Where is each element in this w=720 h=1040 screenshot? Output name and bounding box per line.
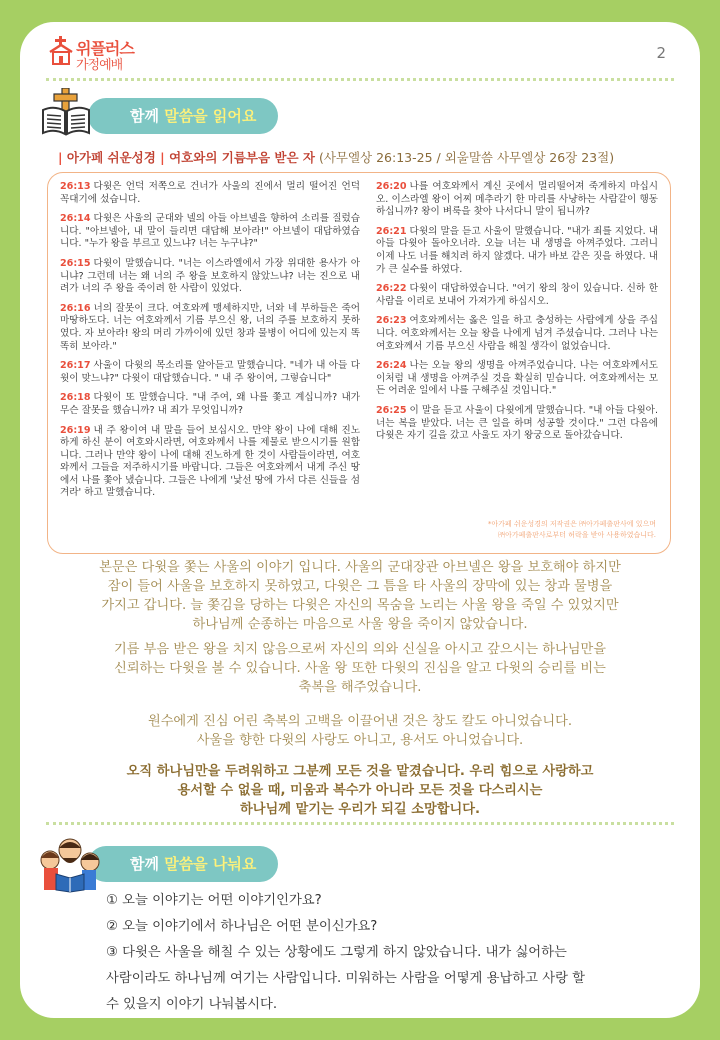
verse: 26:13 다윗은 언덕 저쪽으로 건너가 사울의 진에서 멀리 떨어진 언덕 꼭대기에 섰습니다.	[60, 181, 360, 205]
question-1: ① 오늘 이야기는 어떤 이야기인가요?	[106, 893, 322, 908]
verse: 26:25 이 말을 듣고 사울이 다윗에게 말했습니다. "내 아들 다윗아. 너는 복을 받았다. 너는 큰 일을 하며 성공할 것이다." 그런 다음에 다윗은 자기 길을 갔고 사울도 자기 왕궁으로 돌아갔습니다.	[376, 404, 658, 442]
logo	[48, 34, 178, 74]
dotted-divider	[46, 78, 674, 81]
verse: 26:23 여호와께서는 옳은 일을 하고 충성하는 사람에게 상을 주십니다. 여호와께서는 오늘 왕을 나에게 넘겨 주셨습니다. 그러나 나는 여호와께서 기름 부으신 사람을 해칠 생각이 없었습니다.	[376, 315, 658, 352]
scripture-box	[47, 172, 671, 554]
logo-subtitle: 가정예배	[76, 58, 123, 73]
section-title-highlight: 말씀을 읽어요	[164, 107, 257, 125]
worship-page	[20, 22, 700, 1018]
verse: 26:22 다윗이 대답하였습니다. "여기 왕의 창이 있습니다. 신하 한 사람을 이리로 보내어 가져가게 하십시오.	[376, 283, 658, 307]
section-title-plain: 함께	[130, 855, 165, 873]
verse: 26:14 다윗은 사울의 군대와 넬의 아들 아브넬을 향하여 소리를 질렀습니다. "아브넬아, 내 말이 들리면 대답해 보아라!" 아브넬이 대답하였습니다. "누가 왕을 부르고 있느냐? 너는 누구냐?"	[60, 213, 360, 250]
scripture-column-left	[60, 181, 360, 507]
verse: 26:17 사울이 다윗의 목소리를 알아듣고 말했습니다. "네가 내 아들 다윗이 맞느냐?" 다윗이 대답했습니다. " 내 주 왕이여, 그렇습니다"	[60, 360, 360, 384]
commentary-conclusion: 오직 하나님만을 두려워하고 그분께 모든 것을 맡겼습니다. 우리 힘으로 사랑하고 용서할 수 없을 때, 미움과 복수가 아니라 모든 것을 다스리시는 하나님께 맡기는 우리가 되길 소망합니다.	[126, 764, 594, 817]
family-reading-icon	[34, 834, 106, 894]
passage-range: (사무엘상 26:13-25 / 외울말씀 사무엘상 26장 23절)	[314, 150, 615, 165]
verse: 26:24 나는 오늘 왕의 생명을 아껴주었습니다. 나는 여호와께서도 이처럼 내 생명을 아껴주실 것을 확실히 믿습니다. 여호와께서는 모든 어려운 일에서 나를 구해주실 것입니다."	[376, 360, 658, 397]
verse: 26:21 다윗의 말을 듣고 사울이 말했습니다. "내가 죄를 지었다. 내 아들 다윗아 돌아오너라. 오늘 너는 내 생명을 아껴주었다. 그러니 이제 나도 너를 해치려 하지 않겠다. 내가 바보 같은 짓을 하였다. 내가 큰 실수를 하였다.	[376, 225, 658, 275]
verse: 26:15 다윗이 말했습니다. "너는 이스라엘에서 가장 위대한 용사가 아니냐? 그런데 너는 왜 너의 주 왕을 보호하지 않았느냐? 너는 진으로 내려가 너의 주 왕을 죽이려 한 사람이 있었다.	[60, 257, 360, 295]
passage-heading: 여호와의 기름부음 받은 자	[169, 150, 315, 165]
discussion-questions	[106, 888, 666, 1018]
verse: 26:20 나를 여호와께서 계신 곳에서 멀리떨어져 죽게하지 마십시오. 이스라엘 왕이 어찌 메추라기 한 마리를 사냥하는 사람같이 행동하십니까? 왕이 벼룩을 찾아 나서다니 말이 됩니까?	[376, 181, 658, 218]
dotted-divider	[46, 822, 674, 825]
section-title-read	[88, 98, 278, 134]
question-3: ③ 다윗은 사울을 해칠 수 있는 상황에도 그렇게 하지 않았습니다. 내가 싫어하는 사람이라도 하나님께 여기는 사람입니다. 미워하는 사람을 어떻게 용납하고 사랑 할 수 있을지 이야기 나눠봅시다.	[106, 945, 585, 1012]
page-number: 2	[656, 44, 666, 62]
section-title-highlight: 말씀을 나눠요	[164, 855, 257, 873]
scripture-reference: | 아가페 쉬운성경 | 여호와의 기름부음 받은 자 (사무엘상 26:13-25 / 외울말씀 사무엘상 26장 23절)	[58, 150, 615, 165]
question-2: ② 오늘 이야기에서 하나님은 어떤 분이신가요?	[106, 919, 378, 934]
commentary-paragraph: 원수에게 진심 어린 축복의 고백을 이끌어낸 것은 창도 칼도 아니었습니다. 사울을 향한 다윗의 사랑도 아니고, 용서도 아니었습니다.	[147, 714, 573, 748]
scripture-column-right	[376, 181, 658, 450]
verse: 26:16 너의 잘못이 크다. 여호와께 맹세하지만, 너와 네 부하들은 죽어 마땅하도다. 너는 여호와께서 기름 부으신 왕, 너의 주를 보호하지 못하였다. 자 보아라! 왕의 머리 가까이에 있던 창과 물병이 어디에 있는지 똑똑히 보아라."	[60, 302, 360, 352]
logo-title: 위플러스	[76, 39, 134, 58]
bible-version: 아가페 쉬운성경	[66, 150, 156, 165]
section-title-plain: 함께	[130, 107, 165, 125]
copyright-notice: *아가페 쉬운성경의 저작권은 ㈜아가페출판사에 있으며 ㈜아가페출판사로부터 허락을 받아 사용하였습니다.	[487, 520, 656, 539]
verse: 26:18 다윗이 또 말했습니다. "내 주여, 왜 나를 쫓고 계십니까? 내가 무슨 잘못을 했습니까? 내 죄가 무엇입니까?	[60, 392, 360, 416]
section-title-share	[88, 846, 278, 882]
commentary-paragraph: 기름 부음 받은 왕을 치지 않음으로써 자신의 의와 신실을 아시고 갚으시는 하나님만을 신뢰하는 다윗을 볼 수 있습니다. 사울 왕 또한 다윗의 진심을 알고 다윗의 승리를 비는 축복을 해주었습니다.	[114, 642, 606, 695]
church-house-icon	[48, 36, 74, 66]
bible-cross-icon	[40, 88, 92, 136]
commentary-paragraph: 본문은 다윗을 쫓는 사울의 이야기 입니다. 사울의 군대장관 아브넬은 왕을 보호해야 하지만 잠이 들어 사울을 보호하지 못하였고, 다윗은 그 틈을 타 사울의 장막에 있는 창과 물병을 가지고 갑니다. 늘 쫓김을 당하는 다윗은 자신의 목숨을 노리는 사울 왕을 죽일 수 있었지만 하나님께 순종하는 마음으로 사울 왕을 죽이지 않았습니다.	[99, 560, 621, 632]
verse: 26:19 내 주 왕이여 내 말을 들어 보십시오. 만약 왕이 나에 대해 진노하게 하신 분이 여호와시라면, 여호와께서 나를 제물로 받으시기를 원합니다. 그러나 만약 왕이 나에 대해 진노하게 한 것이 사람들이라면, 여호와께서 그들을 저주하시기를 바랍니다. 그들은 여호와께서 내게 주신 땅에서 나를 쫓아 냈습니다. 그들은 나에게 '낯선 땅에 가서 다른 신들을 섬겨라' 하고 말했습니다.	[60, 424, 360, 499]
